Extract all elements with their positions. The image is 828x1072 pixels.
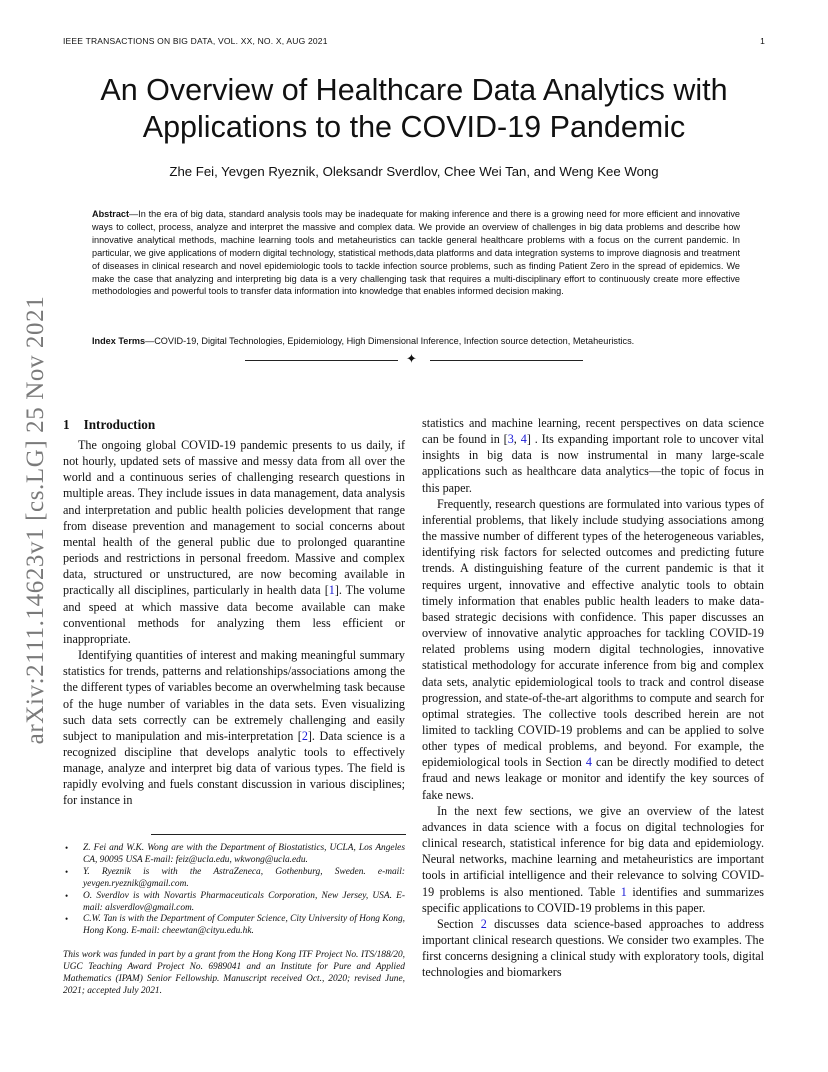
paragraph-text: Identifying quantities of interest and making meaningful summary statistics for trends, patterns and relationships/associations among the the different types of variables become an overwhelming task because of the huge number of variables in the data sets. Even visualizing such data sets correctly can be extremely challenging and easily subject to manipulation and mis-interpretation [ bbox=[63, 648, 405, 743]
arxiv-identifier: arXiv:2111.14623v1 [cs.LG] 25 Nov 2021 bbox=[22, 295, 49, 745]
paragraph bbox=[422, 415, 764, 496]
paragraph-text: can be directly modified to detect fraud and news leakage or monitor and identify the key sources of fake news. bbox=[422, 755, 764, 802]
page-number: 1 bbox=[760, 36, 765, 46]
affiliation-item: • C.W. Tan is with the Department of Computer Science, City University of Hong Kong, Hong Kong. E-mail: cheewtan@cityu.edu.hk. bbox=[63, 914, 405, 938]
table-link[interactable]: 1 bbox=[620, 884, 627, 899]
section-title: Introduction bbox=[83, 417, 156, 432]
divider-line-right bbox=[430, 360, 583, 361]
index-terms-text: —COVID-19, Digital Technologies, Epidemiology, High Dimensional Inference, Infection source detection, Metaheuristics. bbox=[145, 336, 635, 346]
author-list: Zhe Fei, Yevgen Ryeznik, Oleksandr Sverdlov, Chee Wei Tan, and Weng Kee Wong bbox=[169, 164, 659, 179]
abstract-text: —In the era of big data, standard analysis tools may be inadequate for making inference and there is a growing need for more efficient and innovative ways to collect, process, analyze and interpret the massive and complex data. We provide an overview of challenges in big data problems and describe how innovative analytical methods, machine learning tools and metaheuristics can tackle general healthcare problems with a focus on the current pandemic. In particular, we give applications of modern digital technology, statistical methods,data platforms and data integration systems to improve diagnosis and treatment of diseases in clinical research and novel epidemiologic tools to tackle infection source problems, such as finding Patient Zero in the spread of epidemics. We make the case that analyzing and interpreting big data is a very challenging task that requires a multi-disciplinary effort to continuously create more effective methodologies and powerful tools to transfer data information into knowledge that enables informed decision making. bbox=[92, 209, 740, 297]
section-heading bbox=[63, 417, 405, 433]
citation-link[interactable]: 2 bbox=[301, 728, 308, 743]
paragraph-text: identifies and summarizes specific applications to COVID-19 problems in this paper. bbox=[422, 884, 764, 915]
section-number: 1 bbox=[63, 417, 70, 432]
affiliation-item: • Z. Fei and W.K. Wong are with the Department of Biostatistics, UCLA, Los Angeles CA, 90095 USA E-mail: feiz@ucla.edu, wkwong@ucla.edu. bbox=[63, 843, 405, 867]
paragraph-text: statistics and machine learning, recent perspectives on data science can be found in [ bbox=[422, 416, 764, 447]
affiliation-item: • O. Sverdlov is with Novartis Pharmaceuticals Corporation, New Jersey, USA. E-mail: alsverdlov@gmail.com. bbox=[63, 891, 405, 915]
left-column bbox=[63, 417, 405, 809]
paragraph bbox=[422, 803, 764, 916]
index-terms-label: Index Terms bbox=[92, 336, 146, 346]
divider-star-icon: ✦ bbox=[406, 351, 417, 366]
section-link[interactable]: 4 bbox=[585, 755, 592, 770]
abstract bbox=[92, 208, 740, 298]
section-divider bbox=[245, 352, 583, 366]
paragraph-text: discusses data science-based approaches to address important clinical research questions. We consider two examples. The first concerns designing a clinical study with exploratory tools, digital technologies and biomarkers bbox=[422, 916, 764, 980]
paragraph-text: Frequently, research questions are formulated into various types of inferential problems, that likely include studying associations among the massive number of different types of the heterogeneous variables, identifying risk factors for selected outcomes and predicting future trends. A distinguishing feature of the current pandemic is that it requires urgent, innovative and effective analytic tools to obtain timely information that enables public health leaders to make data-based strategic decisions with confidence. This paper discusses an overview of innovative analytic approaches for tackling COVID-19 related problems using modern digital technologies, innovative statistical methodology for accurate inference from big and complex data sets, analytic epidemiological tools to track and control disease progression, and state-of-the-art algorithms to compute and search for optimal strategies. The collective tools described herein are not limited to tackling COVID-19 problems and can be applied to solve other types of medical problems, and beyond. For example, the epidemiological tools in Section bbox=[422, 496, 764, 770]
citation-link[interactable]: 3 bbox=[507, 432, 514, 447]
paragraph-text: ]. The volume and speed at which massive data become available can make conventional methods for analyzing them less efficient or inappropriate. bbox=[63, 583, 405, 646]
citation-link[interactable]: 4 bbox=[520, 432, 527, 447]
footnotes bbox=[63, 843, 405, 998]
affiliation-item: • Y. Ryeznik is with the AstraZeneca, Gothenburg, Sweden. e-mail: yevgen.ryeznik@gmail.com. bbox=[63, 867, 405, 891]
index-terms bbox=[92, 335, 740, 348]
footnote-rule bbox=[151, 834, 406, 835]
paragraph bbox=[63, 437, 405, 647]
title-line-2: Applications to the COVID-19 Pandemic bbox=[142, 110, 686, 144]
funding-note: This work was funded in part by a grant from the Hong Kong ITF Project No. ITS/188/20, UGC Teaching Award Project No. 6989041 and an Institute for Pure and Applied Mathematics (IPAM) Senior Fellowship. Manuscript received Oct., 2020; revised June, 2021; accepted July 2021. bbox=[63, 950, 405, 996]
paragraph-text: , bbox=[513, 432, 521, 447]
journal-name: IEEE TRANSACTIONS ON BIG DATA, VOL. XX, NO. X, AUG 2021 bbox=[63, 36, 328, 46]
right-column bbox=[422, 415, 764, 980]
paragraph bbox=[422, 916, 764, 981]
paragraph bbox=[422, 496, 764, 803]
paragraph bbox=[63, 647, 405, 809]
paragraph-text: ]. Data science is a recognized discipline that develops analytic tools to effectively manage, analyze and interpret big data of various types. The field is rapidly evolving and fuels constant discussion in various disciplines; for instance in bbox=[63, 728, 405, 808]
section-link[interactable]: 2 bbox=[480, 916, 487, 931]
abstract-label: Abstract bbox=[92, 209, 130, 219]
affiliation-list bbox=[63, 843, 405, 938]
paragraph-text: The ongoing global COVID-19 pandemic presents to us daily, if not hourly, updated sets of massive and messy data from all over the world and a continuous series of challenging research questions in multiple areas. They include issues in data management, data analysis and interpretation and public health policies development that range from disease prevention and management to social concerns about mental health of the general public due to prolonged quarantine periods and restrictions in personal freedom. Massive and complex data, structured or unstructured, are now becoming available in practically all disciplines, particularly in health data [ bbox=[63, 438, 405, 598]
citation-link[interactable]: 1 bbox=[328, 583, 335, 598]
paragraph-text: Section bbox=[437, 916, 481, 931]
paper-title bbox=[60, 72, 768, 146]
paragraph-text: ] . Its expanding important role to uncover vital insights in big data is now instrumental in many large-scale applications such as healthcare data analytics—the topic of focus in this paper. bbox=[422, 432, 764, 495]
running-header bbox=[63, 36, 765, 46]
title-line-1: An Overview of Healthcare Data Analytics with bbox=[100, 73, 728, 107]
arxiv-stamp bbox=[18, 280, 54, 760]
divider-line-left bbox=[245, 360, 398, 361]
paragraph-text: In the next few sections, we give an overview of the latest advances in data science with a focus on digital technologies for clinical research, statistical inference for big data and epidemiology. Neural networks, machine learning and metaheuristics are important tools in artificial intelligence and their relevance to solving COVID-19 problems is also mentioned. Table bbox=[422, 803, 764, 899]
